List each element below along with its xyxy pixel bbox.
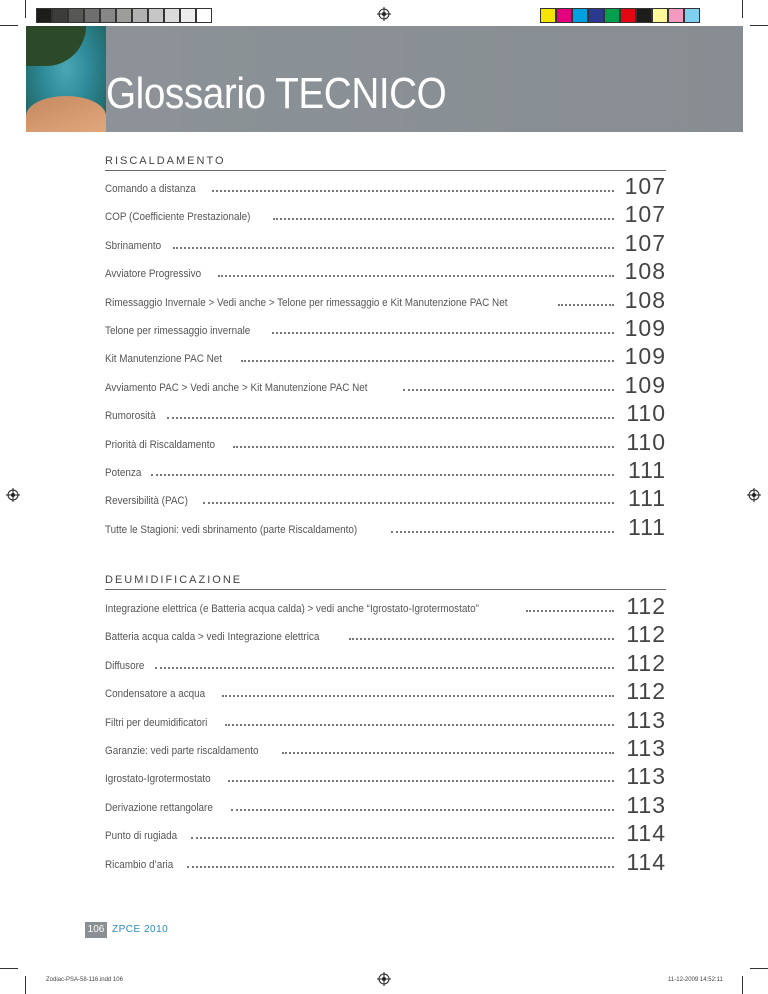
registration-mark-icon xyxy=(6,488,20,502)
entry-label: Comando a distanza xyxy=(105,183,196,195)
grey-swatch xyxy=(164,8,180,23)
dot-leader xyxy=(225,723,614,726)
entry-label: Reversibilità (PAC) xyxy=(105,495,188,508)
dot-leader xyxy=(151,473,614,476)
entry-page-number: 112 xyxy=(626,649,666,676)
dot-leader xyxy=(167,416,614,419)
entry-page-number: 112 xyxy=(626,593,666,619)
pool-photo xyxy=(26,26,106,132)
section-rule xyxy=(105,589,666,590)
index-entry xyxy=(105,592,666,620)
dot-leader xyxy=(403,388,614,391)
entry-label: Potenza xyxy=(105,467,142,479)
entry-page-number: 110 xyxy=(626,400,666,427)
entry-label: Filtri per deumidificatori xyxy=(105,716,208,729)
entry-page-number: 111 xyxy=(628,485,666,512)
dot-leader xyxy=(241,359,614,362)
entry-label: Ricambio d’aria xyxy=(105,858,174,871)
dot-leader xyxy=(282,751,614,754)
dot-leader xyxy=(191,836,614,839)
dot-leader xyxy=(155,666,614,669)
section-rule xyxy=(105,170,666,171)
section-title: RISCALDAMENTO xyxy=(105,155,226,167)
entry-label: Tutte le Stagioni: vedi sbrinamento (parte Riscaldamento) xyxy=(105,523,358,536)
grey-swatch xyxy=(84,8,100,23)
entry-page-number: 111 xyxy=(628,513,666,540)
index-entry xyxy=(105,706,666,734)
entry-label: Priorità di Riscaldamento xyxy=(105,438,216,451)
grey-color-bar xyxy=(36,8,212,23)
entry-label: Sbrinamento xyxy=(105,239,162,252)
dot-leader xyxy=(349,637,614,640)
entry-page-number: 113 xyxy=(626,706,666,733)
index-entry xyxy=(105,819,666,847)
grey-swatch xyxy=(68,8,84,23)
index-entry xyxy=(105,172,666,200)
entry-page-number: 107 xyxy=(624,229,666,256)
page-number: 106 xyxy=(85,922,107,938)
entry-label: Punto di rugiada xyxy=(105,830,178,843)
dot-leader xyxy=(526,609,614,612)
color-swatch xyxy=(588,8,604,23)
index-entry xyxy=(105,620,666,648)
entry-label: Rumorosità xyxy=(105,410,156,423)
entry-label: Kit Manutenzione PAC Net xyxy=(105,353,223,366)
entry-label: Rimessaggio Invernale > Vedi anche > Telone per rimessaggio e Kit Manutenzione PAC Net xyxy=(105,296,508,309)
entry-label: Condensatore a acqua xyxy=(105,688,206,701)
index-entry xyxy=(105,848,666,876)
entry-label: Derivazione rettangolare xyxy=(105,801,213,814)
entry-label: Integrazione elettrica (e Batteria acqua calda) > vedi anche “Igrostato-Igrotermostato” xyxy=(105,603,479,615)
index-entry xyxy=(105,342,666,370)
color-swatch xyxy=(604,8,620,23)
page-title: Glossario TECNICO xyxy=(106,69,447,118)
entry-page-number: 113 xyxy=(626,763,666,790)
entry-page-number: 111 xyxy=(628,457,666,483)
entry-page-number: 107 xyxy=(624,201,666,228)
registration-mark-icon xyxy=(377,972,391,986)
color-swatch xyxy=(652,8,668,23)
index-entry xyxy=(105,286,666,314)
index-entry xyxy=(105,791,666,819)
index-entry xyxy=(105,456,666,484)
dot-leader xyxy=(558,303,614,306)
grey-swatch xyxy=(180,8,196,23)
color-swatch xyxy=(572,8,588,23)
entry-page-number: 110 xyxy=(626,428,666,455)
entry-page-number: 113 xyxy=(626,735,666,761)
dot-leader xyxy=(228,779,614,782)
index-entry xyxy=(105,371,666,399)
index-entry xyxy=(105,734,666,762)
entry-label: Avviamento PAC > Vedi anche > Kit Manutenzione PAC Net xyxy=(105,381,368,394)
entry-page-number: 112 xyxy=(626,621,666,648)
entry-label: Avviatore Progressivo xyxy=(105,268,202,281)
entry-page-number: 112 xyxy=(626,678,666,705)
dot-leader xyxy=(187,865,614,868)
index-entry xyxy=(105,484,666,512)
index-entry xyxy=(105,314,666,342)
dot-leader xyxy=(272,331,614,334)
grey-swatch xyxy=(100,8,116,23)
entry-label: Batteria acqua calda > vedi Integrazione elettrica xyxy=(105,631,320,644)
grey-swatch xyxy=(132,8,148,23)
index-entry xyxy=(105,257,666,285)
dot-leader xyxy=(212,189,614,192)
dot-leader xyxy=(222,694,614,697)
entry-page-number: 113 xyxy=(626,791,666,818)
entry-label: Garanzie: vedi parte riscaldamento xyxy=(105,745,259,757)
file-slug: Zodiac-PSA-58-116.indd 106 xyxy=(46,977,123,983)
brand-label: ZPCE 2010 xyxy=(112,924,169,935)
grey-swatch xyxy=(36,8,52,23)
entry-page-number: 109 xyxy=(624,371,666,398)
section-title: DEUMIDIFICAZIONE xyxy=(105,574,243,586)
index-entry xyxy=(105,762,666,790)
index-entry xyxy=(105,513,666,541)
process-color-bar xyxy=(540,8,700,23)
entry-page-number: 108 xyxy=(624,258,666,285)
entry-page-number: 108 xyxy=(624,286,666,313)
grey-swatch xyxy=(52,8,68,23)
index-entry xyxy=(105,649,666,677)
entry-page-number: 114 xyxy=(626,820,666,847)
dot-leader xyxy=(231,808,614,811)
grey-swatch xyxy=(196,8,212,23)
entry-page-number: 107 xyxy=(624,173,666,199)
entry-page-number: 114 xyxy=(626,848,666,875)
color-swatch xyxy=(668,8,684,23)
dot-leader xyxy=(391,530,614,533)
color-swatch xyxy=(636,8,652,23)
index-entry xyxy=(105,200,666,228)
color-swatch xyxy=(684,8,700,23)
dot-leader xyxy=(233,445,614,448)
entry-page-number: 109 xyxy=(624,315,666,341)
dot-leader xyxy=(218,274,614,277)
index-entry xyxy=(105,229,666,257)
entry-label: Diffusore xyxy=(105,659,145,672)
entry-label: Telone per rimessaggio invernale xyxy=(105,325,251,337)
dot-leader xyxy=(203,501,614,504)
grey-swatch xyxy=(148,8,164,23)
registration-mark-icon xyxy=(377,7,391,21)
index-entry xyxy=(105,677,666,705)
color-swatch xyxy=(620,8,636,23)
print-timestamp: 11-12-2009 14:52:11 xyxy=(668,977,723,983)
registration-mark-icon xyxy=(747,488,761,502)
color-swatch xyxy=(540,8,556,23)
index-entry xyxy=(105,399,666,427)
entry-label: COP (Coefficiente Prestazionale) xyxy=(105,211,251,224)
index-entry xyxy=(105,428,666,456)
header-banner xyxy=(26,26,743,132)
entry-page-number: 109 xyxy=(624,343,666,370)
color-swatch xyxy=(556,8,572,23)
dot-leader xyxy=(273,217,614,220)
dot-leader xyxy=(173,246,614,249)
entry-label: Igrostato-Igrotermostato xyxy=(105,773,211,786)
grey-swatch xyxy=(116,8,132,23)
